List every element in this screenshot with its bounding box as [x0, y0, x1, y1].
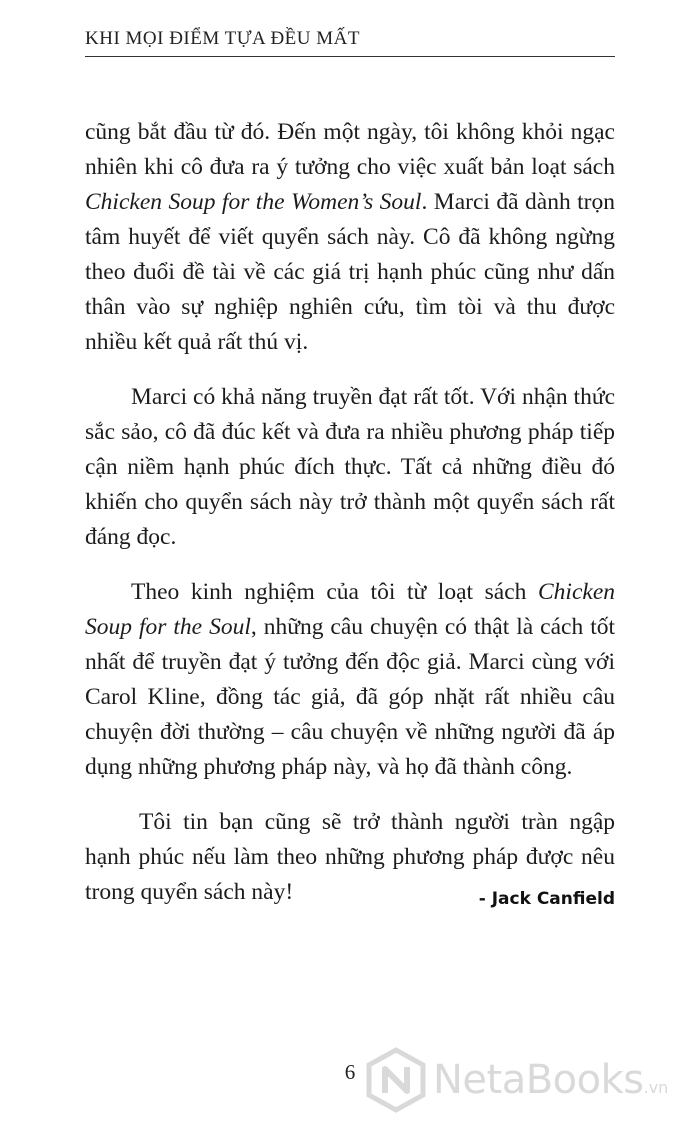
paragraph-1-text-b: . Marci đã dành trọn tâm huyết để viết quyển sách này. Cô đã không ngừng theo đuổi đề tài về các giá trị hạnh phúc cũng như dấn thân vào sự nghiệp nghiên cứu, tìm tòi và thu được nhiều kết quả rất thú vị.: [85, 189, 616, 355]
paragraph-3-text-a: Theo kinh nghiệm của tôi từ loạt sách: [131, 579, 538, 605]
watermark-brand: NetaBooks: [433, 1057, 644, 1103]
page-body: [85, 115, 615, 930]
paragraph-3: [85, 575, 615, 785]
paragraph-3-text-b: , những câu chuyện có thật là cách tốt nhất để truyền đạt ý tưởng đến độc giả. Marci cùng với Carol Kline, đồng tác giả, đã góp nhặt rất nhiều câu chuyện đời thường – câu chuyện về những người đã áp dụng những phương pháp này, và họ đã thành công.: [85, 614, 616, 780]
page-number: 6: [344, 1060, 356, 1084]
book-title-chicken-soup: Chicken Soup for the Soul: [85, 579, 615, 640]
header-divider: [85, 56, 615, 57]
book-title-womens-soul: Chicken Soup for the Women’s Soul: [85, 189, 422, 215]
author-signature: - Jack Canfield: [478, 889, 615, 909]
paragraph-1-text-a: cũng bắt đầu từ đó. Đến một ngày, tôi không khỏi ngạc nhiên khi cô đưa ra ý tưởng cho việc xuất bản loạt sách: [85, 119, 615, 180]
paragraph-4: Tôi tin bạn cũng sẽ trở thành người tràn ngập hạnh phúc nếu làm theo những phương pháp được nêu trong quyển sách này!: [85, 809, 615, 905]
running-header: KHI MỌI ĐIỂM TỰA ĐỀU MẤT: [85, 28, 360, 49]
paragraph-2: Marci có khả năng truyền đạt rất tốt. Với nhận thức sắc sảo, cô đã đúc kết và đưa ra nhiều phương pháp tiếp cận niềm hạnh phúc đích thực. Tất cả những điều đó khiến cho quyển sách này trở thành một quyển sách rất đáng đọc.: [85, 384, 615, 550]
paragraph-1: [85, 115, 615, 360]
watermark-domain: .vn: [643, 1078, 669, 1097]
